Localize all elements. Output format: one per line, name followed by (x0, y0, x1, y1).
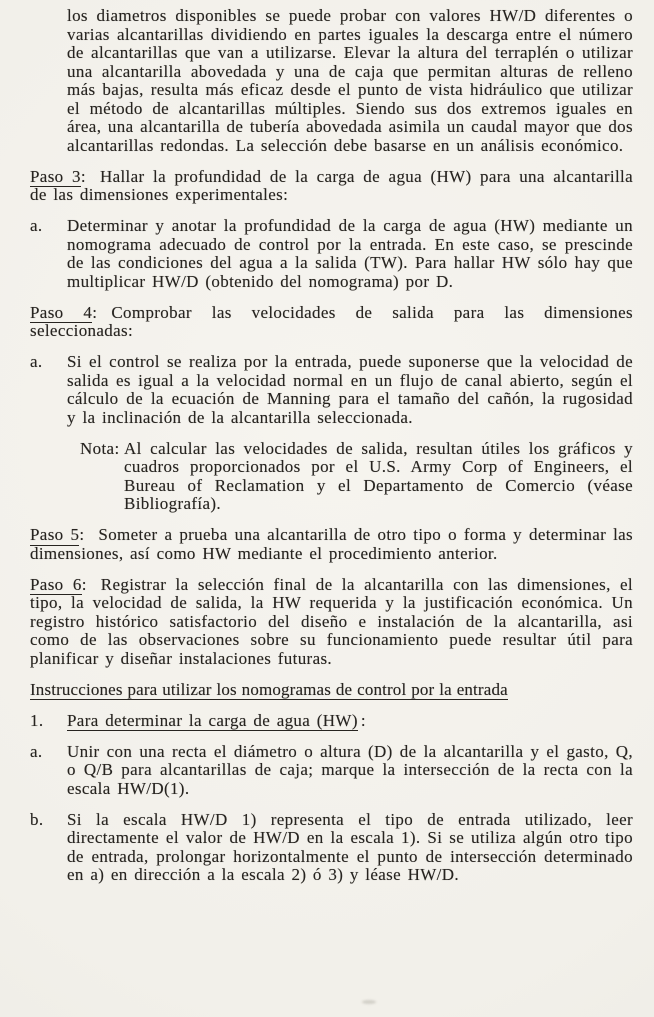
item-marker: a. (30, 216, 43, 235)
instruction-marker: 1. (30, 710, 44, 730)
step-3-item-a (30, 217, 633, 291)
item-marker: b. (30, 809, 44, 829)
step-5-label: Paso 5 (30, 525, 80, 544)
step-6-text: Registrar la selección final de la alcantarilla con las dimensiones, el tipo, la velocidad de salida, la HW requerida y la justificación económica. Un registro histórico satisfactorio del diseño e instalación de la alcantarilla, asi como de las observaciones sobre su funcionamiento puede resultar útil para planificar y diseñar instalaciones futuras. (30, 574, 633, 668)
step-5-text: Someter a prueba una alcantarilla de otro tipo o forma y determinar las dimensiones, así como HW mediante el procedimiento anterior. (30, 525, 634, 563)
item-marker: a. (30, 741, 43, 761)
instruction-1 (30, 712, 633, 731)
note-text: Al calcular las velocidades de salida, resultan útiles los gráficos y cuadros proporcionados por el U.S. Army Corp of Engineers, el Bureau of Reclamation y el Departamento de Comercio (véase Bibliografía). (124, 438, 633, 513)
item-text: Si la escala HW/D 1) representa el tipo de entrada utilizado, leer directamente el valor de HW/D en la escala 1). Si se utiliza algún otro tipo de entrada, prolongar horizontalmente el punto de intersección determinado en a) en dirección a la escala 2) ó 3) y léase HW/D. (67, 809, 633, 884)
item-text: Unir con una recta el diámetro o altura (D) de la alcantarilla y el gasto, Q, o Q/B para alcantarillas de caja; marque la intersección de la recta con la escala HW/D(1). (67, 741, 633, 798)
step-6-paragraph (30, 576, 633, 669)
scan-smudge (362, 1000, 376, 1004)
step-3-text: Hallar la profundidad de la carga de agua (HW) para una alcantarilla de las dimensiones experimentales: (30, 166, 633, 204)
step-3-colon: : (80, 166, 86, 186)
step-5-paragraph (30, 526, 633, 563)
step-4-text: Comprobar las velocidades de salida para las dimensiones seleccionadas: (30, 302, 634, 340)
section-heading (30, 681, 633, 700)
step-3-label: Paso 3 (30, 166, 81, 186)
step-4-paragraph (30, 304, 633, 341)
step-4-colon: : (92, 302, 98, 322)
item-text: Si el control se realiza por la entrada, puede suponerse que la velocidad de salida es igual a la velocidad normal en un flujo de canal abierto, según el cálculo de la ecuación de Manning para el tamaño del cañón, la rugosidad y la inclinación de la alcantarilla seleccionada. (67, 352, 633, 427)
step-5-colon: : (79, 525, 85, 544)
note-block (80, 440, 633, 514)
step-4-item-a (30, 353, 633, 514)
item-marker: a. (30, 352, 43, 371)
instruction-title-line (67, 712, 633, 731)
instruction-1-item-b (30, 811, 633, 885)
item-text: Determinar y anotar la profundidad de la carga de agua (HW) mediante un nomograma adecuado de control por la entrada. En este caso, se prescinde de las condiciones del agua a la salida (TW). Para hallar HW sólo hay que multiplicar HW/D (obtenido del nomograma) por D. (67, 216, 633, 291)
instruction-1-item-a (30, 743, 633, 799)
note-label: Nota: (80, 438, 120, 458)
intro-paragraph: los diametros disponibles se puede probar con valores HW/D diferentes o varias alcantarillas dividiendo en partes iguales la descarga entre el número de alcantarillas que van a utilizarse. Elevar la altura del terraplén o utilizar una alcantarilla abovedada y una de caja que permitan alturas de relleno más bajas, resulta más eficaz desde el punto de vista hidráulico que utilizar el método de alcantarillas múltiples. Siendo sus dos extremos iguales en área, una alcantarilla de tubería abovedada asimila un caudal mayor que dos alcantarillas redondas. La selección debe basarse en un análisis económico. (67, 6, 633, 155)
section-heading-text: Instrucciones para utilizar los nomogramas de control por la entrada (30, 679, 508, 699)
instruction-colon: : (360, 710, 366, 730)
step-3-paragraph (30, 168, 633, 205)
step-6-colon: : (81, 574, 87, 594)
instruction-title: Para determinar la carga de agua (HW) (67, 710, 358, 730)
step-6-label: Paso 6 (30, 574, 82, 594)
step-4-label: Paso 4 (30, 302, 93, 322)
